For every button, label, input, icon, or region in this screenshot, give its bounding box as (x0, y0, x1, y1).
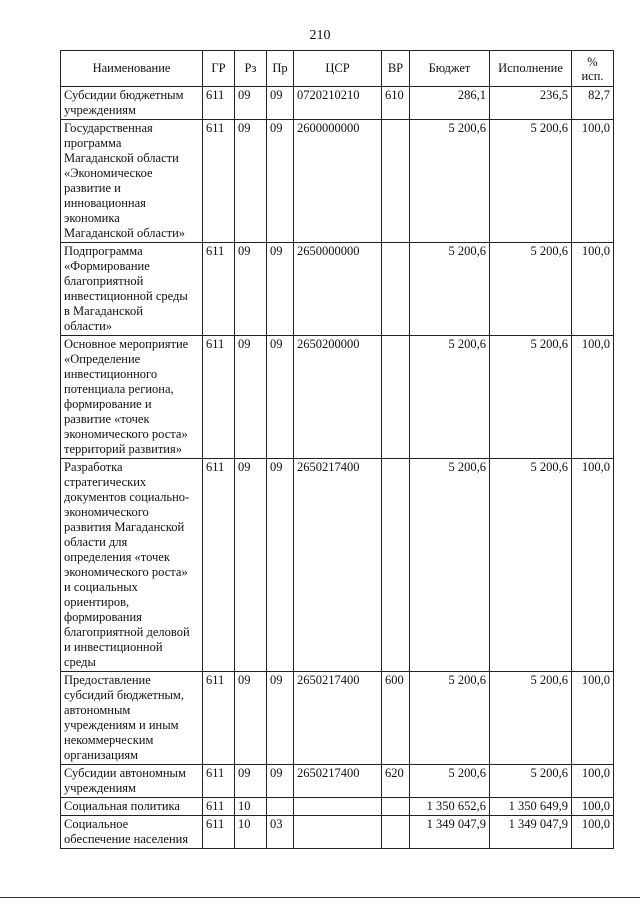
cell-budget: 5 200,6 (410, 459, 490, 672)
cell-csr (294, 798, 382, 816)
cell-budget: 5 200,6 (410, 765, 490, 798)
table-row (61, 87, 614, 120)
cell-budget: 5 200,6 (410, 672, 490, 765)
cell-pr: 09 (267, 87, 294, 120)
cell-name: Основное мероприятие «Определение инвестиционного потенциала региона, формирование и развитие «точек экономического роста» территорий развития» (61, 336, 203, 459)
cell-csr: 2650217400 (294, 672, 382, 765)
cell-budget: 1 349 047,9 (410, 816, 490, 849)
cell-gr: 611 (203, 87, 235, 120)
page-number: 210 (309, 28, 331, 43)
cell-gr: 611 (203, 816, 235, 849)
cell-execution: 5 200,6 (490, 765, 572, 798)
cell-percent: 100,0 (572, 672, 614, 765)
cell-vr: 600 (382, 672, 410, 765)
cell-execution: 1 350 649,9 (490, 798, 572, 816)
cell-percent: 100,0 (572, 816, 614, 849)
cell-name: Подпрограмма «Формирование благоприятной инвестиционной среды в Магаданской области» (61, 243, 203, 336)
cell-pr: 09 (267, 336, 294, 459)
cell-rz: 09 (235, 336, 267, 459)
cell-name: Социальное обеспечение населения (61, 816, 203, 849)
table-row (61, 816, 614, 849)
column-header-percent: % исп. (572, 51, 614, 87)
cell-csr: 0720210210 (294, 87, 382, 120)
page-bottom-rule (0, 897, 640, 898)
column-header-pr: Пр (267, 51, 294, 87)
cell-pr (267, 798, 294, 816)
cell-rz: 09 (235, 243, 267, 336)
cell-rz: 10 (235, 816, 267, 849)
column-header-csr: ЦСР (294, 51, 382, 87)
cell-rz: 09 (235, 87, 267, 120)
table-row (61, 765, 614, 798)
table-row (61, 672, 614, 765)
cell-execution: 5 200,6 (490, 459, 572, 672)
cell-rz: 09 (235, 120, 267, 243)
cell-gr: 611 (203, 243, 235, 336)
cell-rz: 10 (235, 798, 267, 816)
cell-pr: 09 (267, 459, 294, 672)
column-header-name: Наименование (61, 51, 203, 87)
cell-csr: 2650217400 (294, 765, 382, 798)
column-header-vr: ВР (382, 51, 410, 87)
cell-vr (382, 798, 410, 816)
cell-percent: 100,0 (572, 243, 614, 336)
cell-vr: 620 (382, 765, 410, 798)
cell-execution: 1 349 047,9 (490, 816, 572, 849)
cell-vr (382, 243, 410, 336)
cell-gr: 611 (203, 336, 235, 459)
cell-name: Предоставление субсидий бюджетным, автономным учреждениям и иным некоммерческим организациям (61, 672, 203, 765)
cell-execution: 5 200,6 (490, 336, 572, 459)
cell-execution: 5 200,6 (490, 243, 572, 336)
cell-name: Субсидии бюджетным учреждениям (61, 87, 203, 120)
cell-execution: 5 200,6 (490, 672, 572, 765)
cell-pr: 09 (267, 765, 294, 798)
cell-percent: 100,0 (572, 336, 614, 459)
cell-gr: 611 (203, 459, 235, 672)
cell-percent: 100,0 (572, 459, 614, 672)
cell-pr: 09 (267, 243, 294, 336)
cell-budget: 5 200,6 (410, 120, 490, 243)
cell-pr: 09 (267, 120, 294, 243)
cell-budget: 286,1 (410, 87, 490, 120)
cell-gr: 611 (203, 798, 235, 816)
cell-rz: 09 (235, 672, 267, 765)
table-header-row (61, 51, 614, 87)
cell-budget: 5 200,6 (410, 336, 490, 459)
cell-csr: 2650000000 (294, 243, 382, 336)
cell-gr: 611 (203, 765, 235, 798)
cell-vr: 610 (382, 87, 410, 120)
column-header-execution: Исполнение (490, 51, 572, 87)
cell-gr: 611 (203, 120, 235, 243)
cell-execution: 5 200,6 (490, 120, 572, 243)
cell-csr: 2600000000 (294, 120, 382, 243)
cell-csr (294, 816, 382, 849)
budget-execution-table (60, 50, 614, 849)
cell-vr (382, 120, 410, 243)
cell-budget: 5 200,6 (410, 243, 490, 336)
cell-execution: 236,5 (490, 87, 572, 120)
cell-vr (382, 816, 410, 849)
table-row (61, 243, 614, 336)
cell-name: Социальная политика (61, 798, 203, 816)
cell-percent: 100,0 (572, 120, 614, 243)
table-row (61, 120, 614, 243)
cell-percent: 82,7 (572, 87, 614, 120)
table-row (61, 459, 614, 672)
cell-pr: 03 (267, 816, 294, 849)
cell-gr: 611 (203, 672, 235, 765)
cell-name: Субсидии автономным учреждениям (61, 765, 203, 798)
cell-pr: 09 (267, 672, 294, 765)
table-row (61, 798, 614, 816)
column-header-budget: Бюджет (410, 51, 490, 87)
cell-budget: 1 350 652,6 (410, 798, 490, 816)
cell-csr: 2650200000 (294, 336, 382, 459)
cell-percent: 100,0 (572, 765, 614, 798)
cell-rz: 09 (235, 765, 267, 798)
cell-vr (382, 459, 410, 672)
cell-rz: 09 (235, 459, 267, 672)
cell-csr: 2650217400 (294, 459, 382, 672)
cell-percent: 100,0 (572, 798, 614, 816)
cell-name: Разработка стратегических документов социально- экономического развития Магаданской области для определения «точек экономического роста» и социальных ориентиров, формирования благоприятной деловой и инвестиционной среды (61, 459, 203, 672)
column-header-rz: Рз (235, 51, 267, 87)
column-header-gr: ГР (203, 51, 235, 87)
cell-vr (382, 336, 410, 459)
cell-name: Государственная программа Магаданской области «Экономическое развитие и инновационная экономика Магаданской области» (61, 120, 203, 243)
table-row (61, 336, 614, 459)
